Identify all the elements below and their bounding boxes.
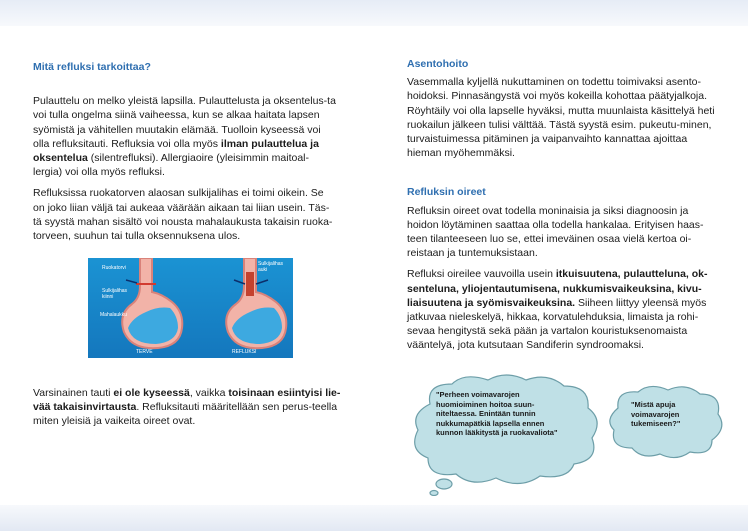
caption-terve: TERVE bbox=[136, 349, 153, 355]
text-run: (silentrefluksi). Allergiaoire (yleisimmin maitoal-lergia) voi olla myös refluksi. bbox=[33, 152, 310, 179]
paragraph-asentohoito: Vasemmalla kyljellä nukuttaminen on todettu toimivaksi asento-hoidoksi. Pinnasängystä voi myös kokeilla kohottaa päätyjalkoja. Röyhtäily voi olla lapselle hyväksi, mutta muunlaista käsittelyä heti ruokailun jälkeen tulisi välttää. Tästä syystä esim. pukeutu-minen, turvaistuimessa pitäminen ja vaipanvaihto kannattaa ajoittaa hieman myöhemmäksi. bbox=[407, 76, 715, 160]
paragraph-oireet: Refluksin oireet ovat todella moninaisia ja siksi diagnoosin ja hoidon löytäminen saattaa olla todella hankalaa. Erityisen haas-teen tilanteeseen luo se, ettei imeväinen osaa vielä kertoa oi-reistaan ja tuntemuksistaan. bbox=[407, 204, 704, 260]
caption-refluksi: REFLUKSI bbox=[232, 349, 257, 355]
text-run: Varsinainen tauti bbox=[33, 387, 114, 399]
heading-refluksi: Mitä refluksi tarkoittaa? bbox=[33, 61, 151, 73]
text-run: Pulauttelu on melko yleistä lapsilla. Pulauttelusta ja oksentelus-ta voi tulla ongelma siinä vaiheessa, kun se alkaa haitata lapsen syömistä ja vähitellen muutakin elämää. Tuolloin kyseessä voi olla refluksitauti. Refluksia voi olla myös bbox=[33, 95, 336, 150]
paragraph-tauti bbox=[33, 386, 343, 429]
bold-run: ilman pulauttelua ja oksentelua bbox=[33, 137, 319, 165]
text-run: , vaikka bbox=[189, 387, 229, 399]
stomach-diagram bbox=[88, 258, 293, 358]
bottom-margin-bar bbox=[0, 505, 748, 531]
cloud-big-text: "Perheen voimavarojen huomioiminen hoitoa suun-niteltaessa. Enintään tunnin nukkumapätkiä lapsella ennen kunnon lääkitystä ja ruokavaliota" bbox=[436, 390, 558, 437]
label-sulkijalihas-auki: Sulkijalihas auki bbox=[258, 261, 284, 273]
bold-run: ei ole kyseessä bbox=[113, 387, 190, 399]
left-column bbox=[33, 60, 338, 243]
heading-asentohoito: Asentohoito bbox=[407, 58, 469, 70]
label-mahalaukku: Mahalaukku bbox=[100, 312, 127, 318]
text-run: Refluksi oireilee vauvoilla usein bbox=[407, 268, 556, 281]
top-margin-bar bbox=[0, 0, 748, 26]
heading-oireet: Refluksin oireet bbox=[407, 186, 486, 199]
right-column bbox=[407, 57, 719, 353]
paragraph-intro bbox=[33, 94, 338, 179]
paragraph-oireet-list bbox=[407, 267, 719, 352]
stomach-illustration bbox=[88, 258, 293, 358]
bold-run: itkuisuutena, pulautteluna, ok-senteluna, yliojentautumisena, nukkumisvaikeuksina, kivu-liaisuutena ja syömisvaikeuksina. bbox=[407, 268, 708, 309]
label-ruokatorvi: Ruokatorvi bbox=[102, 265, 126, 271]
text-run: . Refluksitauti määritellään sen perus-teella miten yleisiä ja vaikeita oireet ovat. bbox=[33, 401, 338, 428]
document-page bbox=[0, 26, 748, 505]
paragraph-tauti-text bbox=[33, 386, 343, 429]
cloud-small-text: "Mistä apuja voimavarojen tukemiseen?" bbox=[631, 400, 681, 428]
label-sulkijalihas: Sulkijalihas kiinni bbox=[102, 288, 128, 300]
text-run: Siiheen liittyy yleensä myös jatkuvaa nieleskelyä, hikkaa, korvatulehduksia, limaista ja rohi-sevaa hengitystä sekä pään ja vartalon kouristuksenomaista vääntelyä, jota kutsutaan Sandiferin syndroomaksi. bbox=[407, 296, 707, 352]
paragraph-sulkijalihas: Refluksissa ruokatorven alaosan sulkijalihas ei toimi oikein. Se on joko liian väljä tai aukeaa väärään aikaan tai liian usein. Täs-tä syystä mahan sisältö voi nousta mahalaukusta takaisin ruoka-torveen, suuhun tai tulla oksennuksena ulos. bbox=[33, 187, 333, 243]
bold-run: toisinaan esiintyisi lie-vää takaisinvirtausta bbox=[33, 387, 341, 414]
